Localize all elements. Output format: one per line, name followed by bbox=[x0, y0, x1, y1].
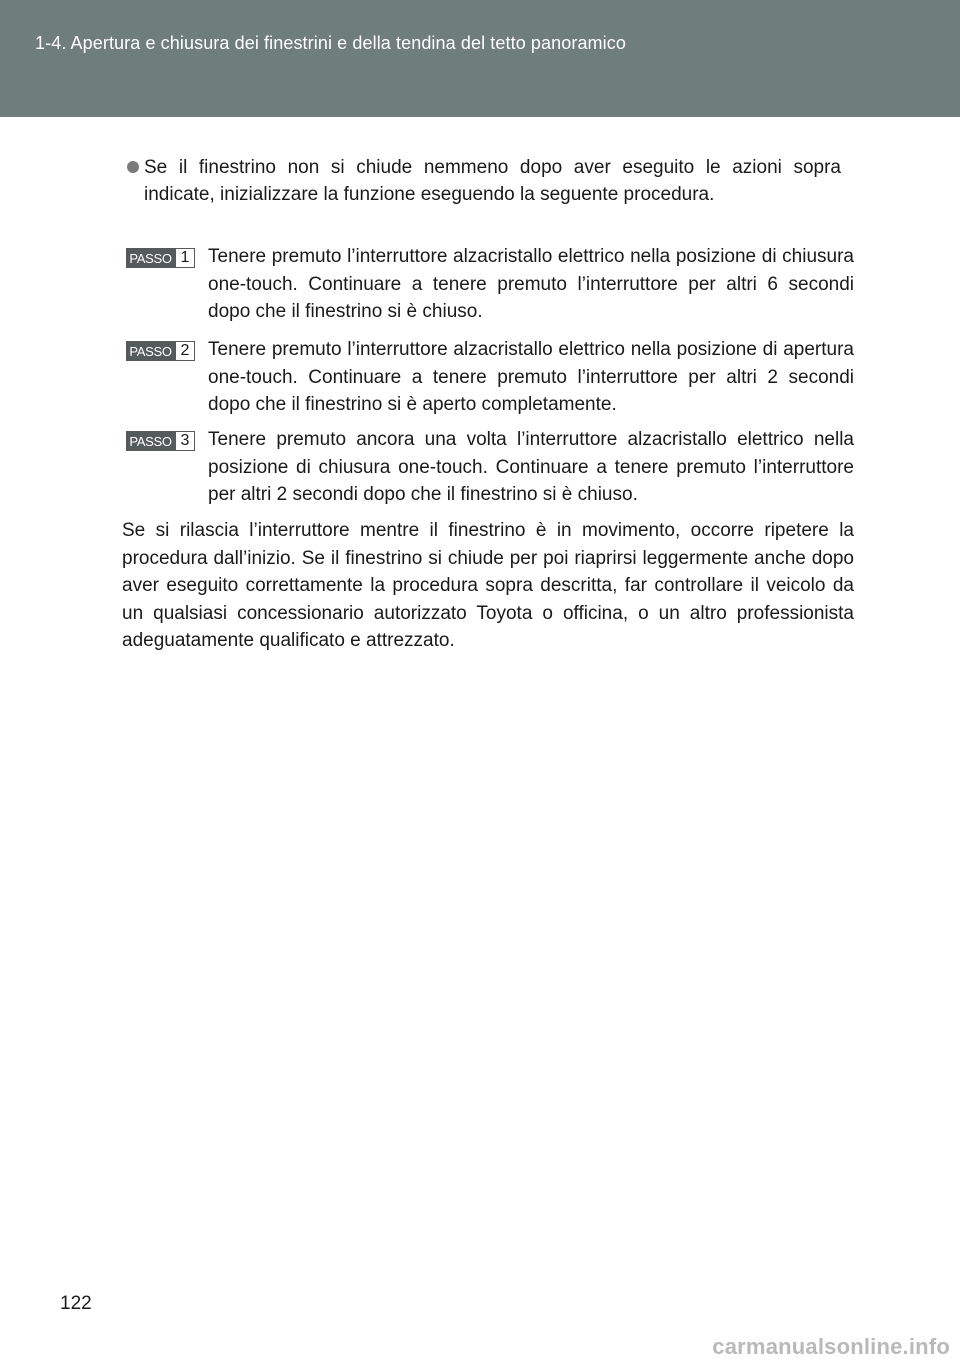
step-badge bbox=[126, 431, 197, 451]
watermark: carmanualsonline.info bbox=[712, 1334, 950, 1359]
bullet-dot-icon bbox=[127, 161, 139, 173]
step-1 bbox=[126, 243, 854, 326]
section-title: 1-4. Apertura e chiusura dei finestrini e della tendina del tetto panoramico bbox=[35, 33, 626, 53]
step-badge bbox=[126, 248, 197, 268]
step-text: Tenere premuto l’interruttore alzacristallo elettrico nella posizione di apertura one-touch. Continuare a tenere premuto l’interruttore per altri 2 secondi dopo che il finestrino si è aperto completamente. bbox=[208, 339, 854, 415]
step-badge-number: 1 bbox=[175, 248, 195, 268]
step-3 bbox=[126, 426, 854, 509]
step-badge bbox=[126, 341, 197, 361]
step-badge-label: PASSO bbox=[126, 248, 175, 268]
body-paragraph: Se si rilascia l’interruttore mentre il finestrino è in movimento, occorre ripetere la procedura dall’inizio. Se il finestrino si chiude per poi riaprirsi leggermente anche dopo aver eseguito correttamente la procedura sopra descritta, far controllare il veicolo da un qualsiasi concessionario autorizzato Toyota o officina, o un altro professionista adeguatamente qualificato e attrezzato. bbox=[122, 520, 854, 651]
step-badge-number: 2 bbox=[175, 341, 195, 361]
step-text: Tenere premuto ancora una volta l’interruttore alzacristallo elettrico nella posizione di chiusura one-touch. Continuare a tenere premuto l’interruttore per altri 2 secondi dopo che il finestrino si è chiuso. bbox=[208, 429, 854, 505]
step-2 bbox=[126, 336, 854, 419]
page-number: 122 bbox=[60, 1293, 92, 1314]
step-badge-number: 3 bbox=[175, 431, 195, 451]
step-badge-label: PASSO bbox=[126, 341, 175, 361]
section-header bbox=[0, 0, 960, 117]
step-text: Tenere premuto l’interruttore alzacristallo elettrico nella posizione di chiusura one-touch. Continuare a tenere premuto l’interruttore per altri 6 secondi dopo che il finestrino si è chiuso. bbox=[208, 246, 854, 322]
step-badge-label: PASSO bbox=[126, 431, 175, 451]
bullet-item bbox=[127, 154, 841, 208]
bullet-text: Se il finestrino non si chiude nemmeno dopo aver eseguito le azioni sopra indicate, inizializzare la funzione eseguendo la seguente procedura. bbox=[144, 157, 841, 205]
